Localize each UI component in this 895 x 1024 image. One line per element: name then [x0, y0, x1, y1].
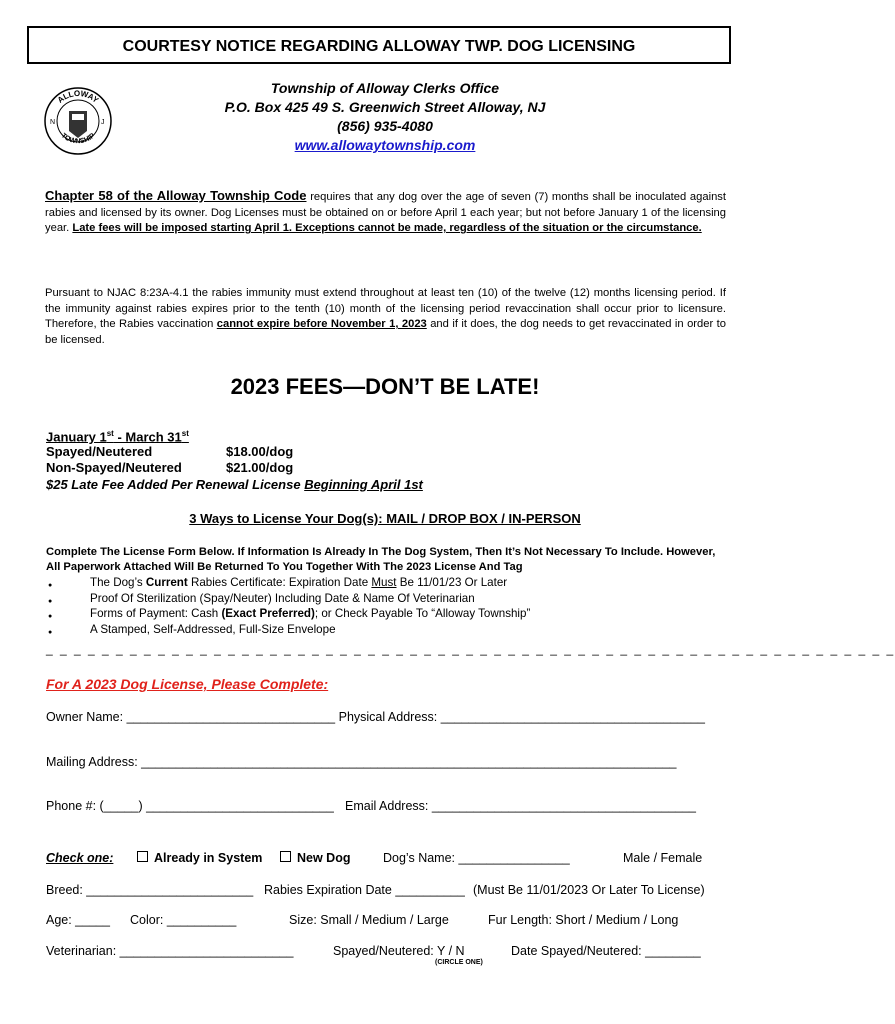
period-start-sup: st: [106, 429, 114, 438]
period-end-sup: st: [181, 429, 189, 438]
late-fee-warning: Late fees will be imposed starting April 1. Exceptions cannot be made, regardless of the situation or the circumstance.: [72, 222, 702, 235]
license-methods-heading: 3 Ways to License Your Dog(s): MAIL / DROP BOX / IN-PERSON: [189, 511, 581, 526]
fee-price-spayed: $18.00/dog: [226, 444, 294, 459]
new-dog-checkbox[interactable]: [280, 851, 350, 865]
date-spayed-field[interactable]: Date Spayed/Neutered: ________: [511, 944, 701, 958]
rabies-expiration-field[interactable]: Rabies Expiration Date __________: [264, 883, 465, 897]
bullet-text: The Dog’s: [90, 576, 146, 589]
address-line: P.O. Box 425 49 S. Greenwich Street Alloway, NJ: [224, 99, 546, 115]
seal-right-letter: J: [101, 119, 105, 126]
list-item: [68, 622, 530, 638]
age-field[interactable]: Age: _____: [46, 913, 110, 927]
color-field[interactable]: Color: __________: [130, 913, 237, 927]
rabies-paragraph: [45, 286, 726, 348]
chapter-reference: Chapter 58 of the Alloway Township Code: [45, 188, 307, 203]
check-one-label: Check one:: [46, 851, 114, 865]
veterinarian-field[interactable]: Veterinarian: _________________________: [46, 944, 294, 958]
clerk-office-line: Township of Alloway Clerks Office: [270, 80, 500, 96]
late-fee-text: $25 Late Fee Added Per Renewal License: [46, 477, 305, 492]
banner-title: COURTESY NOTICE REGARDING ALLOWAY TWP. DOG LICENSING: [122, 38, 636, 55]
requirements-list: [68, 575, 530, 637]
rabies-note: (Must Be 11/01/2023 Or Later To License): [473, 883, 705, 897]
fee-price-nonspayed: $21.00/dog: [226, 460, 294, 475]
bullet-bold: Current: [145, 576, 188, 589]
already-in-system-checkbox[interactable]: [137, 851, 262, 865]
size-options[interactable]: Size: Small / Medium / Large: [289, 913, 449, 927]
bullet-text: ; or Check Payable To “Alloway Township”: [314, 607, 531, 621]
bullet-bold: (Exact Preferred): [221, 607, 315, 621]
rabies-text-2: and if it does, the dog needs to get revaccinated in order to be licensed.: [45, 318, 726, 346]
list-item: [68, 606, 530, 622]
bullet-text: Rabies Certificate: Expiration Date: [187, 576, 372, 589]
cut-line: _ _ _ _ _ _ _ _ _ _ _ _ _ _ _ _ _ _ _ _ _ _ _ _ _ _ _ _ _ _ _ _ _ _ _ _ _ _ _ _ _ _ _ _ _ _ _ _ _ _ _ _ _ _ _ _ _ _ _ _ _: [46, 642, 895, 656]
email-field[interactable]: Email Address: ______________________________________: [345, 799, 697, 813]
rabies-text-1: Pursuant to NJAC 8:23A-4.1 the rabies immunity must extend throughout at least ten (10) of the twelve (12) months licensing period. If the immunity against rabies expires prior to the tenth (10) month of the licensing period revaccination shall occur prior to licensure. Therefore, the Rabies vaccination: [45, 287, 726, 331]
spayed-neutered-options[interactable]: Spayed/Neutered: Y / N: [333, 944, 465, 958]
phone-line: (856) 935-4080: [337, 118, 433, 134]
township-seal-icon: [43, 86, 113, 156]
checkbox-icon[interactable]: [280, 851, 291, 862]
fee-label-spayed: Spayed/Neutered: [46, 444, 153, 459]
late-fee-date: Beginning April 1st: [304, 477, 423, 492]
period-end: - March 31: [113, 429, 182, 445]
chapter-text: requires that any dog over the age of seven (7) months shall be inoculated against rabies and licensed by its owner. Dog Licenses must be obtained on or before April 1 each year; but not before January 1 of the licensing year.: [45, 191, 726, 235]
list-item: [68, 591, 530, 607]
bullet-underline: Must: [371, 576, 397, 589]
bullet-text: Forms of Payment: Cash: [90, 607, 222, 621]
phone-field[interactable]: Phone #: (_____) ___________________________: [46, 799, 334, 813]
seal-left-letter: N: [50, 119, 56, 126]
list-item: [68, 575, 530, 591]
notice-banner: [27, 26, 731, 64]
bullet-text: A Stamped, Self-Addressed, Full-Size Envelope: [90, 622, 336, 636]
chapter-58-paragraph: [45, 188, 726, 237]
seal-bottom-text: TOWNSHIP: [59, 132, 97, 146]
breed-field[interactable]: Breed: ________________________: [46, 883, 254, 897]
instructions: Complete The License Form Below. If Information Is Already In The Dog System, Then It’s Not Necessary To Include. However, All Paperwork Attached Will Be Returned To You Together With The 2023 License And Tag: [46, 546, 716, 573]
fur-length-options[interactable]: Fur Length: Short / Medium / Long: [488, 913, 679, 927]
already-label: Already in System: [154, 851, 263, 865]
rabies-deadline: cannot expire before November 1, 2023: [216, 318, 427, 331]
period-start: January 1: [46, 429, 107, 445]
checkbox-icon[interactable]: [137, 851, 148, 862]
circle-one-note: (CIRCLE ONE): [435, 959, 483, 966]
fee-label-nonspayed: Non-Spayed/Neutered: [46, 460, 182, 475]
seal-top-text: ALLOWAY: [55, 88, 101, 105]
owner-name-field[interactable]: Owner Name: ______________________________ Physical Address: ______________________________________: [46, 710, 705, 724]
new-dog-label: New Dog: [297, 851, 351, 865]
bullet-text: Proof Of Sterilization (Spay/Neuter) Including Date & Name Of Veterinarian: [90, 591, 475, 605]
website-link[interactable]: www.allowaytownship.com: [294, 137, 476, 153]
sex-options[interactable]: Male / Female: [623, 851, 703, 865]
mailing-address-field[interactable]: Mailing Address: _____________________________________________________________________________: [46, 755, 677, 769]
form-title: For A 2023 Dog License, Please Complete:: [46, 676, 329, 692]
late-fee-line: [46, 476, 423, 493]
fees-heading: 2023 FEES—DON’T BE LATE!: [230, 374, 540, 399]
bullet-text: Be 11/01/23 Or Later: [396, 576, 508, 589]
dog-name-field[interactable]: Dog’s Name: ________________: [383, 851, 570, 865]
